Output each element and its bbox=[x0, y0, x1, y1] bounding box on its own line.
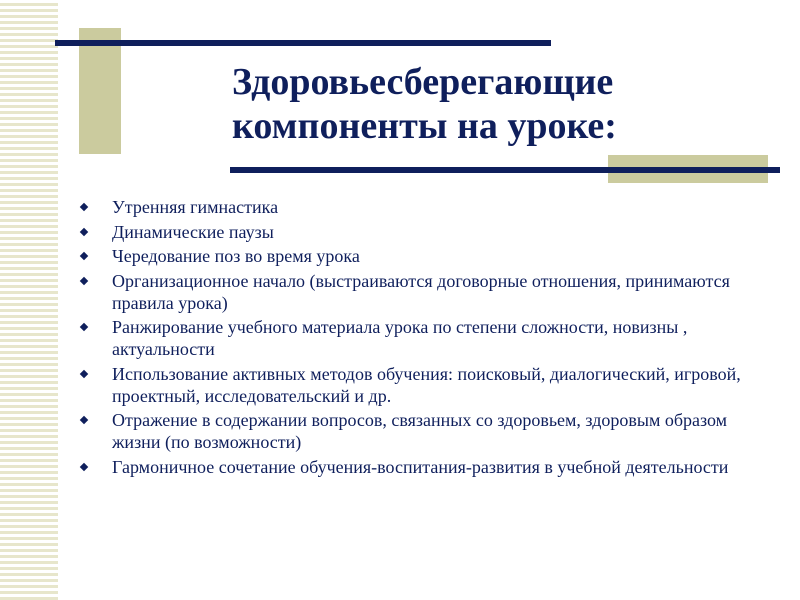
list-item bbox=[78, 363, 768, 407]
diamond-bullet-icon bbox=[80, 252, 88, 260]
bullet-list bbox=[78, 196, 768, 480]
diamond-bullet-icon bbox=[80, 203, 88, 211]
list-item bbox=[78, 409, 768, 453]
list-item-text: Организационное начало (выстраиваются договорные отношения, принимаются правила урока) bbox=[112, 270, 730, 313]
title-rule-top bbox=[55, 40, 551, 46]
diamond-bullet-icon bbox=[80, 416, 88, 424]
accent-block-top bbox=[79, 28, 121, 154]
list-item-text: Динамические паузы bbox=[112, 221, 274, 242]
list-item bbox=[78, 316, 768, 360]
diamond-bullet-icon bbox=[80, 276, 88, 284]
list-item-text: Утренняя гимнастика bbox=[112, 197, 279, 217]
diamond-bullet-icon bbox=[80, 323, 88, 331]
decorative-stripes bbox=[0, 0, 58, 600]
list-item bbox=[78, 270, 768, 314]
list-item-text: Чередование поз во время урока bbox=[112, 246, 360, 266]
list-item-text: Отражение в содержании вопросов, связанных со здоровьем, здоровым образом жизни (по возможности) bbox=[112, 410, 728, 452]
list-item bbox=[78, 245, 768, 267]
list-item bbox=[78, 456, 768, 478]
list-item-text: Использование активных методов обучения: поисковый, диалогический, игровой, проектный, исследовательский и др. bbox=[112, 363, 741, 406]
diamond-bullet-icon bbox=[80, 227, 88, 235]
list-item bbox=[78, 221, 768, 243]
list-item-text: Ранжирование учебного материала урока по степени сложности, новизны , актуальности bbox=[112, 317, 688, 359]
diamond-bullet-icon bbox=[80, 369, 88, 377]
diamond-bullet-icon bbox=[80, 462, 88, 470]
slide-title: Здоровьесберегающие компоненты на уроке: bbox=[232, 61, 617, 147]
title-rule-bottom bbox=[230, 167, 780, 173]
list-item bbox=[78, 196, 768, 218]
list-item-text: Гармоничное сочетание обучения-воспитания-развития в учебной деятельности bbox=[112, 456, 729, 477]
